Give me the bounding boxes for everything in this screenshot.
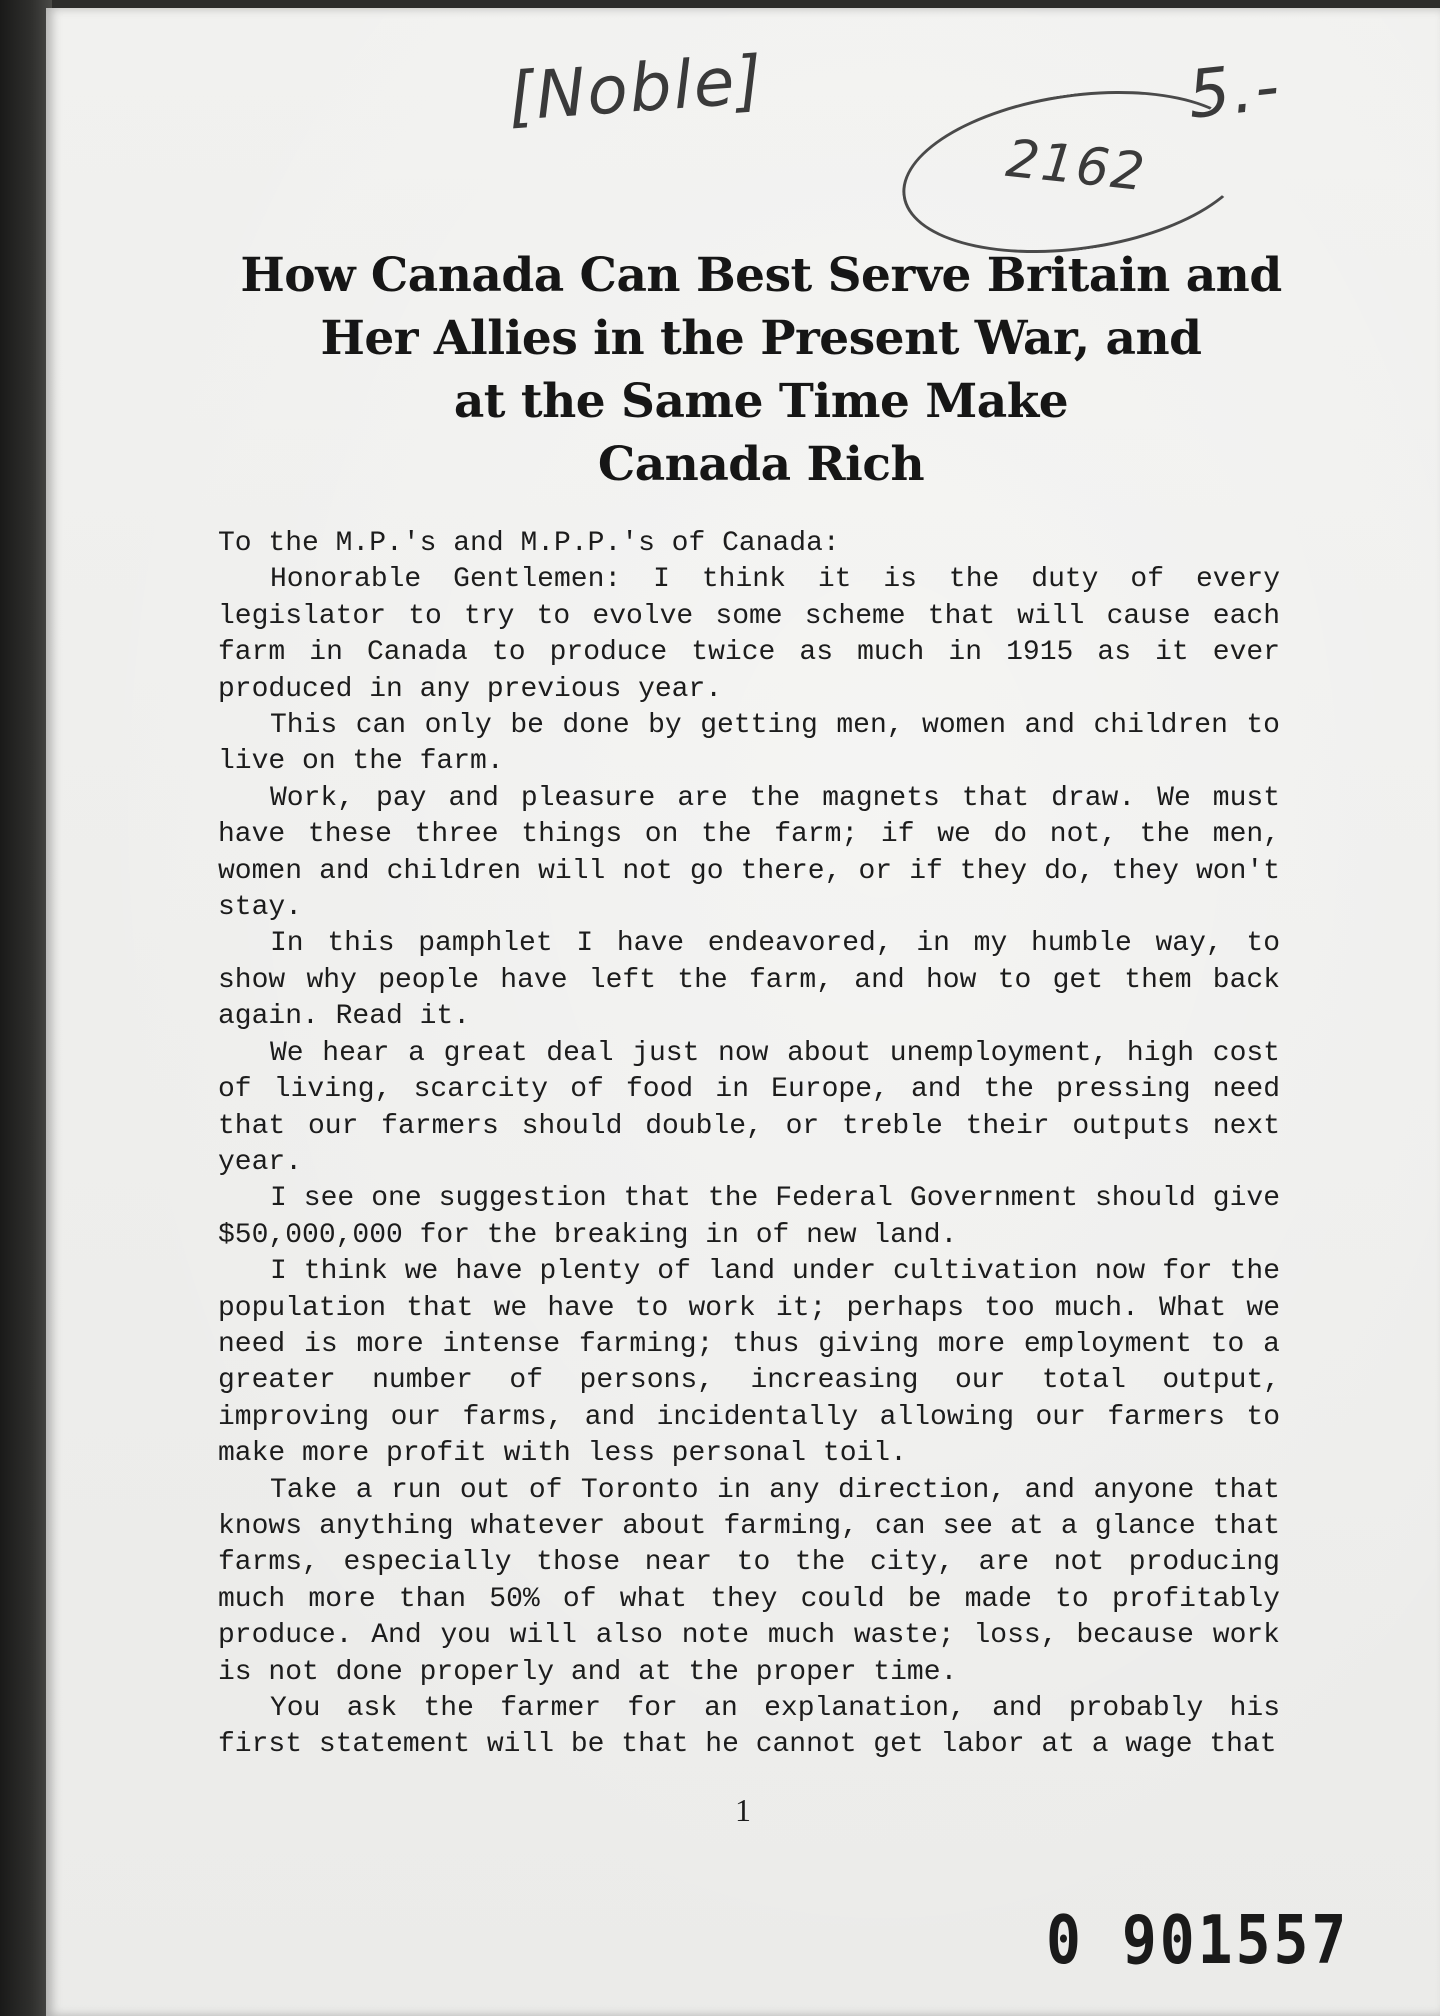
salutation: To the M.P.'s and M.P.P.'s of Canada: [218,528,840,559]
body-paragraph: Work, pay and pleasure are the magnets that draw. We must have these three things on the farm; if we do not, the men, women and children will not go there, or if they do, they won't stay. [218,782,1280,924]
document-page [46,8,1440,2016]
document-title [196,244,1326,496]
scan-border [0,0,52,2016]
body-paragraph: In this pamphlet I have endeavored, in my humble way, to show why people have left the farm, and how to get them back again. Read it. [218,928,1280,1033]
handwritten-catalog-number: 2162 [1003,128,1150,204]
title-line: Her Allies in the Present War, and [320,311,1202,366]
document-body [218,526,1280,1764]
body-paragraph: Take a run out of Toronto in any direction, and anyone that knows anything whatever about farming, can see at a glance that farms, especially those near to the city, are not producing much more than 50% of what they could be made to profitably produce. And you will also note much waste; loss, because work is not done properly and at the proper time. [218,1474,1280,1688]
body-paragraph: You ask the farmer for an explanation, and probably his first statement will be that he cannot get labor at a wage that [218,1693,1280,1761]
body-paragraph: I see one suggestion that the Federal Government should give $50,000,000 for the breaking in of new land. [218,1183,1280,1251]
title-line: How Canada Can Best Serve Britain and [240,248,1282,303]
body-paragraph: Honorable Gentlemen: I think it is the duty of every legislator to try to evolve some scheme that will cause each farm in Canada to produce twice as much in 1915 as it ever produced in any previous year. [218,564,1280,705]
page-number: 1 [735,1792,751,1828]
handwritten-author-note: [Noble] [505,41,767,136]
handwritten-price-note: 5.- [1184,47,1285,134]
archive-stamp-number: 0 901557 [1046,1900,1350,1980]
body-paragraph: I think we have plenty of land under cultivation now for the population that we have to work it; perhaps too much. What we need is more intense farming; thus giving more employment to a greater number of persons, increasing our total output, improving our farms, and incidentally allowing our farmers to make more profit with less personal toil. [218,1256,1280,1470]
title-line: at the Same Time Make [453,374,1069,429]
body-paragraph: We hear a great deal just now about unemployment, high cost of living, scarcity of food in Europe, and the pressing need that our farmers should double, or treble their outputs next year. [218,1037,1280,1178]
title-line: Canada Rich [597,437,925,492]
body-paragraph: This can only be done by getting men, women and children to live on the farm. [218,710,1280,778]
